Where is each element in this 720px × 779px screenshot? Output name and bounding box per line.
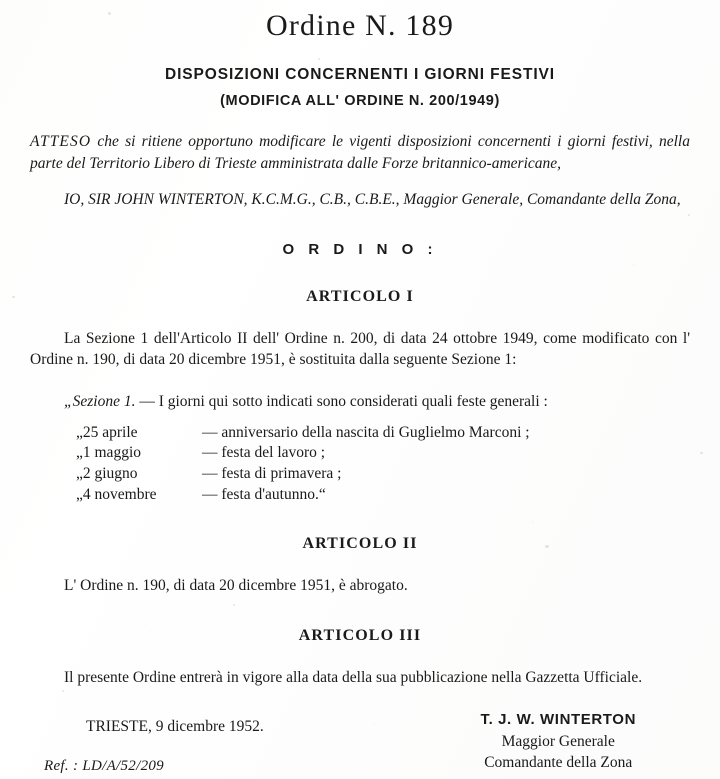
scan-speck bbox=[700, 452, 703, 454]
signature-block bbox=[480, 710, 636, 773]
place-and-date: TRIESTE, 9 dicembre 1952. bbox=[86, 717, 264, 735]
scan-speck bbox=[688, 214, 690, 216]
holiday-date: „25 aprile bbox=[76, 423, 138, 441]
holiday-description: — festa di primavera ; bbox=[202, 464, 342, 482]
preamble-body: che si ritiene opportuno modificare le vigenti disposizioni concernenti i giorni festivi, nella parte del Territorio Libero di Trieste amministrata dalle Forze britannico-americane, bbox=[30, 133, 690, 172]
signatory-name: T. J. W. WINTERTON bbox=[480, 711, 636, 729]
scan-speck bbox=[12, 296, 15, 298]
section-quote-intro bbox=[30, 393, 690, 411]
document-subtitle-primary: DISPOSIZIONI CONCERNENTI I GIORNI FESTIVI bbox=[165, 66, 555, 83]
page-title: Ordine N. 189 bbox=[265, 9, 455, 42]
preamble-lead-word: ATTESO bbox=[30, 133, 92, 150]
list-item bbox=[76, 464, 690, 485]
list-item bbox=[76, 485, 690, 506]
signatory-role: Comandante della Zona bbox=[484, 753, 633, 771]
holiday-description: — festa del lavoro ; bbox=[202, 444, 326, 462]
list-item bbox=[76, 423, 690, 444]
article-body-2: L' Ordine n. 190, di data 20 dicembre 1951, è abrogato. bbox=[64, 577, 408, 595]
article-heading-3: ARTICOLO III bbox=[298, 626, 422, 644]
holiday-date: „1 maggio bbox=[76, 444, 141, 462]
section-quote-label: „Sezione 1. bbox=[64, 392, 136, 410]
article-heading-1: ARTICOLO I bbox=[306, 288, 414, 305]
document-subtitle-secondary: (MODIFICA ALL' ORDINE N. 200/1949) bbox=[220, 93, 500, 109]
holiday-description: — festa d'autunno.“ bbox=[202, 485, 326, 503]
declaration-paragraph: IO, SIR JOHN WINTERTON, K.C.M.G., C.B., C.B.E., Maggior Generale, Comandante della Zona, bbox=[64, 191, 681, 208]
preamble-paragraph bbox=[30, 131, 690, 175]
section-quote-intro-text: — I giorni qui sotto indicati sono considerati quali feste generali : bbox=[135, 392, 548, 410]
holiday-description: — anniversario della nascita di Guglielmo Marconi ; bbox=[202, 423, 530, 441]
article-heading-2: ARTICOLO II bbox=[302, 535, 418, 553]
signatory-rank: Maggior Generale bbox=[501, 732, 615, 750]
holiday-date: „2 giugno bbox=[76, 464, 138, 482]
article-body-1: La Sezione 1 dell'Articolo II dell' Ordine n. 200, di data 24 ottobre 1949, come modificato con l' Ordine n. 190, di data 20 dicembre 1951, è sostituita dalla seguente Sezione 1: bbox=[30, 330, 690, 369]
article-body-3: Il presente Ordine entrerà in vigore alla data della sua pubblicazione nella Gazzetta Ufficiale. bbox=[64, 668, 643, 686]
holiday-list bbox=[30, 423, 690, 505]
ordino-label: O R D I N O : bbox=[282, 241, 438, 258]
holiday-date: „4 novembre bbox=[76, 485, 157, 503]
scan-speck bbox=[318, 58, 320, 60]
reference-number: Ref. : LD/A/52/209 bbox=[44, 757, 164, 774]
list-item bbox=[76, 443, 690, 464]
